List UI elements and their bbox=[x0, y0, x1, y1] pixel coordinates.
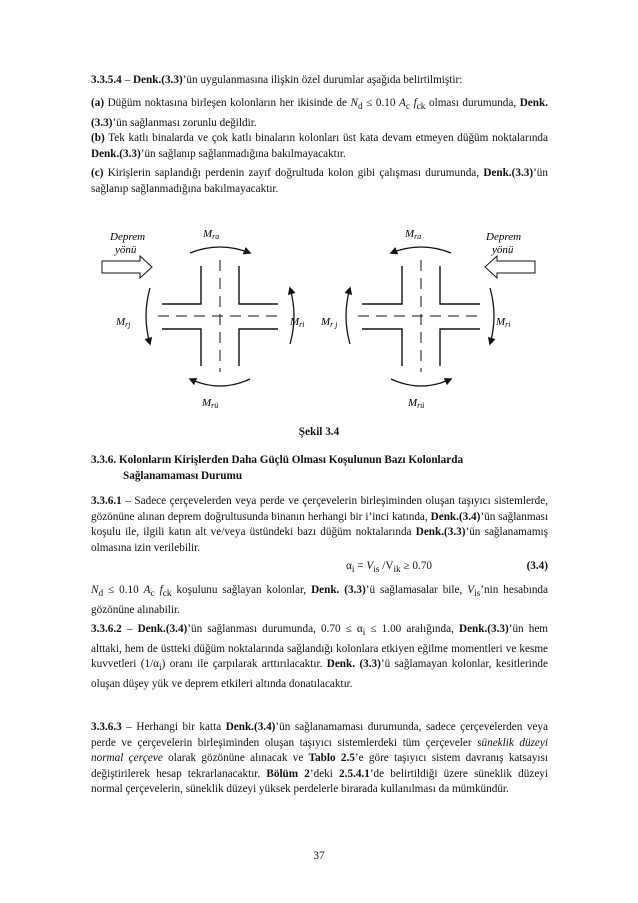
right-top-moment-arrow-icon bbox=[391, 247, 451, 253]
item-c: (c) Kirişlerin saplandığı perdenin zayıf doğrultuda kolon gibi çalışması durumunda, Denk.(3.3)’ün sağlanıp sağlanmadığına bakılmayacaktır. bbox=[91, 167, 548, 195]
right-m-ri: Mri bbox=[496, 316, 511, 329]
left-deprem-label bbox=[109, 231, 145, 256]
right-joint bbox=[320, 228, 535, 410]
left-left-moment-arrow-icon bbox=[146, 288, 150, 344]
right-bottom-moment-arrow-icon bbox=[391, 379, 451, 386]
right-right-moment-arrow-icon bbox=[490, 288, 494, 344]
equation-3-4 bbox=[91, 559, 548, 575]
left-m-rj: Mrj bbox=[116, 316, 131, 329]
left-joint-axes bbox=[158, 260, 282, 372]
left-m-ra: Mra bbox=[203, 228, 220, 241]
paragraph-nd-condition: $N_d \le 0.10$ $A_c$ $f_{ck}$ koşulunu sağlayan kolonlar, Denk. (3.3)’ü sağlamasalar bile, $V_{is}’nin$ hesabında gözönüne alınabilir. bbox=[91, 584, 548, 616]
item-b: (b) Tek katlı binalarda ve çok katlı binaların kolonları üst kata devam etmeyen düğüm noktalarında Denk.(3.3)’ün sağlanıp sağlanmadığına bakılmayacaktır. bbox=[91, 132, 548, 160]
svg-text:yönü: yönü bbox=[115, 244, 137, 256]
left-top-moment-arrow-icon bbox=[190, 247, 250, 253]
equation-number: (3.4) bbox=[526, 560, 548, 572]
right-joint-axes bbox=[358, 260, 484, 372]
right-left-moment-arrow-icon bbox=[346, 288, 350, 344]
right-m-ra: Mra bbox=[405, 228, 422, 241]
paragraph-3-3-6-1: 3.3.6.1 – Sadece çerçevelerden veya perde ve çerçevelerin birleşiminden oluşan taşıyıcı sistemlerde, gözönüne alınan deprem doğrultusunda binanın herhangi bir i’inci katında, Denk.(3.4)’ün sağlanması koşulu ile, ilgili katın alt ve/veya üstündeki bazı düğüm noktalarında Denk.(3.3)’ün sağlanamamış olmasına izin verilebilir. bbox=[91, 495, 548, 554]
left-m-ru: Mrü bbox=[202, 397, 219, 410]
svg-text:Deprem: Deprem bbox=[486, 231, 522, 243]
figure-caption: Şekil 3.4 bbox=[298, 426, 340, 438]
page-number: 37 bbox=[313, 850, 325, 862]
left-deprem-arrow-icon bbox=[102, 256, 152, 278]
right-m-rj: Mr j bbox=[321, 316, 338, 329]
paragraph-3-3-6-3: 3.3.6.3 – Herhangi bir katta Denk.(3.4)’ün sağlanamaması durumunda, sadece çerçevelerden veya perde ve çerçevelerin birleşiminden oluşan taşıyıcı sistemlerdeki tüm çerçeveler süneklik düzeyi normal çerçeve olarak gözönüne alınacak ve Tablo 2.5’e göre taşıyıcı sistem davranış katsayısı değiştirilerek hesap tekrarlanacaktır. Bölüm 2’deki 2.5.4.1’de belirtildiği üzere süneklik düzeyi normal çerçevelerin, süneklik düzeyi yüksek perdelerle birarada kullanılması da mümkündür. bbox=[91, 721, 548, 795]
left-bottom-moment-arrow-icon bbox=[190, 379, 250, 386]
left-m-ri: Mri bbox=[290, 316, 305, 329]
svg-text:Deprem: Deprem bbox=[110, 231, 146, 243]
item-a: (a) Düğüm noktasına birleşen kolonların her ikisinde de $N_d \le 0.10$ $A_c$ $f_{ck}$ olması durumunda, Denk.(3.3)’ün sağlanması zorunlu değildir. bbox=[91, 97, 549, 129]
section-heading-3-3-6: 3.3.6. Kolonların Kirişlerden Daha Güçlü Olması Koşulunun Bazı Kolonlarda Sağlanamaması Durumu bbox=[91, 454, 464, 482]
equation-expression: $\alpha_i = V_{is}$ $/V_{ik} \ge 0.70$ bbox=[346, 560, 433, 576]
paragraph-3-3-6-2: 3.3.6.2 – Denk.(3.4)’ün sağlanması durumunda, $0.70 \le \alpha_i \le 1.00$ aralığında, Denk.(3.3)’ün hem alttaki, hem de üstteki düğüm noktalarında sağlandığı kolonlara etkiyen eğilme momentleri ve kesme kuvvetleri $(1/\alpha_i)$ oranı ile çarpılarak arttırılacaktır. Denk. (3.3)’ü sağlamayan kolonlar, kesitlerinde oluşan düşey yük ve deprem etkileri altında donatılacaktır. bbox=[91, 623, 548, 690]
paragraph-3-3-5-4: 3.3.5.4 – Denk.(3.3)’ün uygulanmasına ilişkin özel durumlar aşağıda belirtilmiştir: bbox=[91, 74, 463, 86]
left-joint bbox=[102, 228, 305, 410]
right-deprem-arrow-icon bbox=[485, 256, 535, 278]
figure-3-4 bbox=[88, 222, 550, 420]
right-m-ru: Mrü bbox=[408, 397, 425, 410]
svg-text:yönü: yönü bbox=[492, 244, 514, 256]
right-deprem-label bbox=[485, 231, 521, 256]
